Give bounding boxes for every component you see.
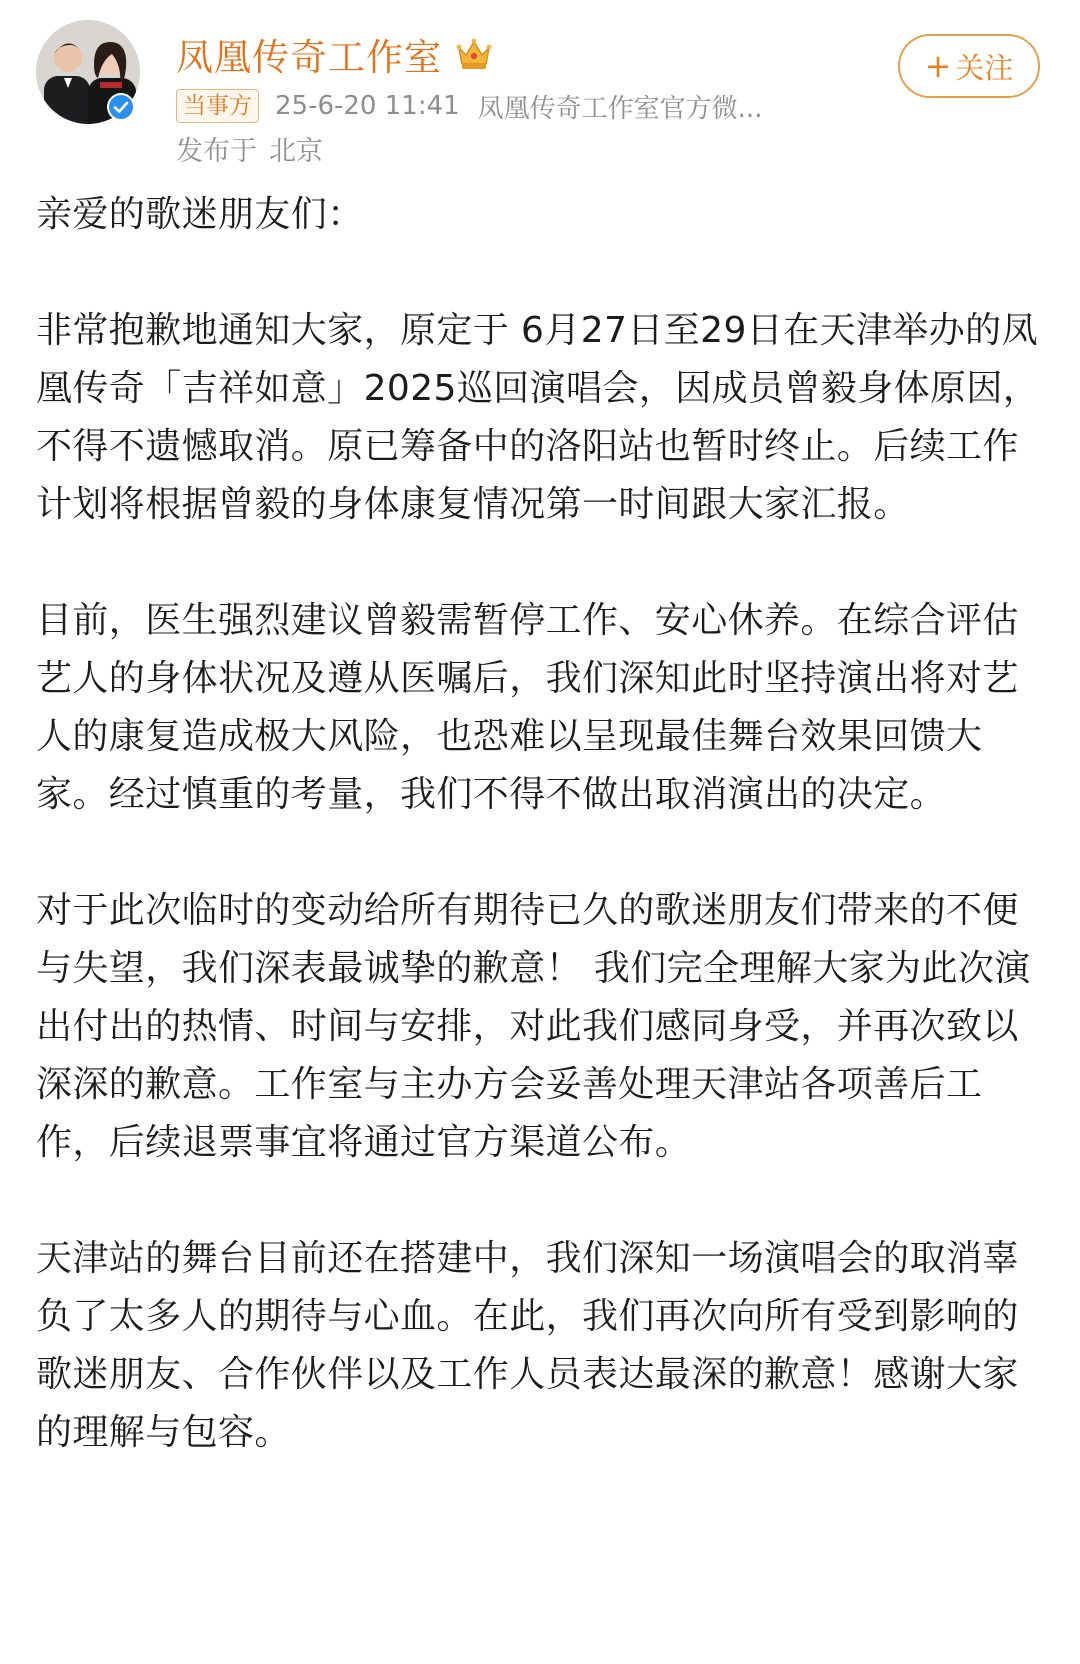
post-paragraph: 目前，医生强烈建议曾毅需暂停工作、安心休养。在综合评估艺人的身体状况及遵从医嘱后，我们深知此时坚持演出将对艺人的康复造成极大风险，也恐难以呈现最佳舞台效果回馈大家。经过慎重的考量，我们不得不做出取消演出的决定。 <box>36 600 1019 815</box>
post-header <box>0 0 1080 180</box>
post-source[interactable]: 凤凰传奇工作室官方微... <box>477 93 763 124</box>
verified-icon <box>106 92 136 122</box>
post-body <box>36 186 1046 1462</box>
account-name-row <box>176 26 494 82</box>
location-value: 北京 <box>269 135 323 167</box>
location-label: 发布于 <box>176 135 257 167</box>
follow-button[interactable] <box>898 34 1040 98</box>
party-tag[interactable]: 当事方 <box>176 89 259 123</box>
post-paragraph: 对于此次临时的变动给所有期待已久的歌迷朋友们带来的不便与失望，我们深表最诚挚的歉意！ 我们完全理解大家为此次演出付出的热情、时间与安排，对此我们感同身受，并再次致以深深的歉意。工作室与主办方会妥善处理天津站各项善后工作，后续退票事宜将通过官方渠道公布。 <box>36 890 1031 1163</box>
post-paragraph: 天津站的舞台目前还在搭建中，我们深知一场演唱会的取消辜负了太多人的期待与心血。在此，我们再次向所有受到影响的歌迷朋友、合作伙伴以及工作人员表达最深的歉意！感谢大家的理解与包容。 <box>36 1238 1019 1453</box>
account-name[interactable]: 凤凰传奇工作室 <box>176 36 442 79</box>
post-meta <box>176 86 762 126</box>
post-time: 25-6-20 11:41 <box>275 91 460 121</box>
post-paragraph-greeting: 亲爱的歌迷朋友们： <box>36 194 364 235</box>
plus-icon: + <box>924 47 952 85</box>
crown-icon[interactable] <box>454 36 494 72</box>
follow-label: 关注 <box>955 50 1014 85</box>
post-paragraph: 非常抱歉地通知大家，原定于 6月27日至29日在天津举办的凤凰传奇「吉祥如意」2025巡回演唱会，因成员曾毅身体原因，不得不遗憾取消。原已筹备中的洛阳站也暂时终止。后续工作计划将根据曾毅的身体康复情况第一时间跟大家汇报。 <box>36 310 1040 525</box>
post-location <box>176 128 323 168</box>
